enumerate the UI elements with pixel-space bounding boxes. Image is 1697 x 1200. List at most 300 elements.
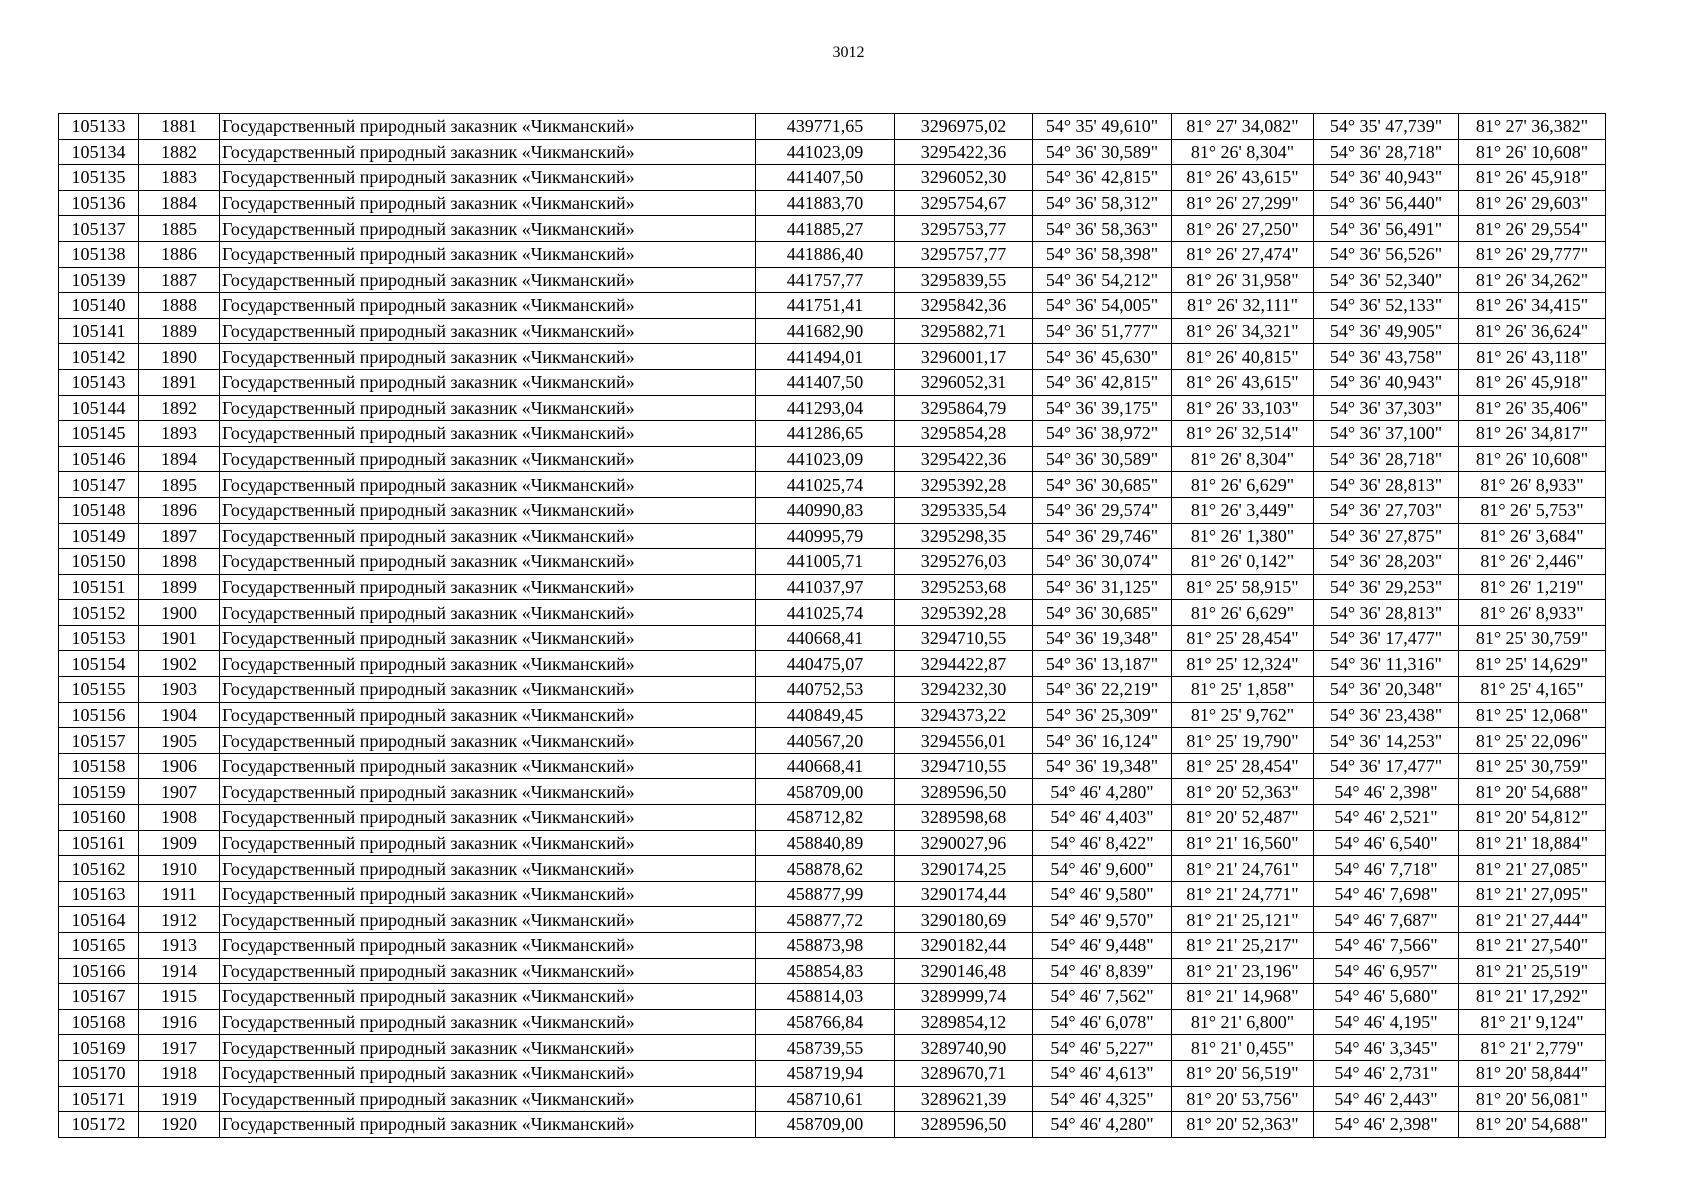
coord-y-cell: 3290180,69 [895, 907, 1033, 933]
point-number-cell: 1899 [139, 574, 220, 600]
coord-x-cell: 440990,83 [756, 497, 895, 523]
latitude-2-cell: 54° 36' 14,253" [1314, 728, 1459, 754]
latitude-1-cell: 54° 36' 16,124" [1033, 728, 1172, 754]
longitude-1-cell: 81° 25' 28,454" [1172, 753, 1314, 779]
longitude-1-cell: 81° 21' 23,196" [1172, 958, 1314, 984]
longitude-2-cell: 81° 26' 5,753" [1459, 497, 1606, 523]
longitude-2-cell: 81° 21' 27,085" [1459, 856, 1606, 882]
object-name-cell: Государственный природный заказник «Чикманский» [220, 856, 756, 882]
longitude-2-cell: 81° 21' 9,124" [1459, 1009, 1606, 1035]
latitude-1-cell: 54° 36' 30,685" [1033, 472, 1172, 498]
coord-y-cell: 3295298,35 [895, 523, 1033, 549]
point-number-cell: 1913 [139, 933, 220, 959]
coord-y-cell: 3289999,74 [895, 984, 1033, 1010]
table-row [59, 984, 1606, 1010]
latitude-1-cell: 54° 46' 4,325" [1033, 1086, 1172, 1112]
longitude-2-cell: 81° 25' 12,068" [1459, 702, 1606, 728]
longitude-1-cell: 81° 26' 3,449" [1172, 497, 1314, 523]
point-number-cell: 1909 [139, 830, 220, 856]
latitude-1-cell: 54° 35' 49,610" [1033, 114, 1172, 140]
record-id-cell: 105134 [59, 139, 139, 165]
latitude-1-cell: 54° 36' 54,212" [1033, 267, 1172, 293]
coord-x-cell: 458877,72 [756, 907, 895, 933]
point-number-cell: 1895 [139, 472, 220, 498]
latitude-1-cell: 54° 46' 8,422" [1033, 830, 1172, 856]
record-id-cell: 105160 [59, 805, 139, 831]
longitude-1-cell: 81° 21' 6,800" [1172, 1009, 1314, 1035]
record-id-cell: 105171 [59, 1086, 139, 1112]
table-row [59, 830, 1606, 856]
coord-x-cell: 441886,40 [756, 241, 895, 267]
table-row [59, 753, 1606, 779]
record-id-cell: 105169 [59, 1035, 139, 1061]
object-name-cell: Государственный природный заказник «Чикманский» [220, 523, 756, 549]
record-id-cell: 105165 [59, 933, 139, 959]
longitude-1-cell: 81° 21' 0,455" [1172, 1035, 1314, 1061]
table-row [59, 395, 1606, 421]
longitude-2-cell: 81° 26' 34,817" [1459, 421, 1606, 447]
coord-y-cell: 3295854,28 [895, 421, 1033, 447]
point-number-cell: 1906 [139, 753, 220, 779]
table-row [59, 600, 1606, 626]
longitude-1-cell: 81° 26' 27,299" [1172, 190, 1314, 216]
longitude-1-cell: 81° 21' 24,761" [1172, 856, 1314, 882]
longitude-1-cell: 81° 26' 43,615" [1172, 165, 1314, 191]
table-row [59, 958, 1606, 984]
point-number-cell: 1883 [139, 165, 220, 191]
table-row [59, 344, 1606, 370]
object-name-cell: Государственный природный заказник «Чикманский» [220, 651, 756, 677]
latitude-1-cell: 54° 36' 31,125" [1033, 574, 1172, 600]
latitude-1-cell: 54° 46' 6,078" [1033, 1009, 1172, 1035]
longitude-2-cell: 81° 21' 27,095" [1459, 881, 1606, 907]
coord-x-cell: 441025,74 [756, 600, 895, 626]
table-row [59, 293, 1606, 319]
latitude-1-cell: 54° 46' 9,448" [1033, 933, 1172, 959]
longitude-2-cell: 81° 26' 29,777" [1459, 241, 1606, 267]
longitude-1-cell: 81° 25' 28,454" [1172, 625, 1314, 651]
coord-x-cell: 458709,00 [756, 779, 895, 805]
coord-x-cell: 458840,89 [756, 830, 895, 856]
table-row [59, 856, 1606, 882]
coord-y-cell: 3295757,77 [895, 241, 1033, 267]
coord-x-cell: 458712,82 [756, 805, 895, 831]
object-name-cell: Государственный природный заказник «Чикманский» [220, 114, 756, 140]
coord-x-cell: 458719,94 [756, 1060, 895, 1086]
latitude-2-cell: 54° 35' 47,739" [1314, 114, 1459, 140]
coord-x-cell: 441023,09 [756, 446, 895, 472]
longitude-2-cell: 81° 20' 54,688" [1459, 779, 1606, 805]
coord-y-cell: 3295864,79 [895, 395, 1033, 421]
coord-y-cell: 3290146,48 [895, 958, 1033, 984]
table-row [59, 318, 1606, 344]
coordinates-table [58, 113, 1606, 1138]
object-name-cell: Государственный природный заказник «Чикманский» [220, 677, 756, 703]
longitude-2-cell: 81° 26' 45,918" [1459, 369, 1606, 395]
longitude-2-cell: 81° 25' 30,759" [1459, 625, 1606, 651]
coord-y-cell: 3295335,54 [895, 497, 1033, 523]
longitude-2-cell: 81° 21' 17,292" [1459, 984, 1606, 1010]
record-id-cell: 105143 [59, 369, 139, 395]
table-row [59, 267, 1606, 293]
coord-y-cell: 3294556,01 [895, 728, 1033, 754]
latitude-2-cell: 54° 46' 4,195" [1314, 1009, 1459, 1035]
point-number-cell: 1905 [139, 728, 220, 754]
point-number-cell: 1918 [139, 1060, 220, 1086]
point-number-cell: 1894 [139, 446, 220, 472]
latitude-2-cell: 54° 46' 2,398" [1314, 1112, 1459, 1138]
coord-y-cell: 3294422,87 [895, 651, 1033, 677]
record-id-cell: 105144 [59, 395, 139, 421]
coord-x-cell: 441023,09 [756, 139, 895, 165]
point-number-cell: 1920 [139, 1112, 220, 1138]
table-row [59, 369, 1606, 395]
record-id-cell: 105146 [59, 446, 139, 472]
table-row [59, 114, 1606, 140]
latitude-1-cell: 54° 36' 19,348" [1033, 753, 1172, 779]
point-number-cell: 1888 [139, 293, 220, 319]
table-row [59, 446, 1606, 472]
point-number-cell: 1916 [139, 1009, 220, 1035]
point-number-cell: 1891 [139, 369, 220, 395]
latitude-2-cell: 54° 36' 52,340" [1314, 267, 1459, 293]
table-row [59, 702, 1606, 728]
record-id-cell: 105154 [59, 651, 139, 677]
latitude-2-cell: 54° 36' 20,348" [1314, 677, 1459, 703]
coord-x-cell: 458878,62 [756, 856, 895, 882]
latitude-2-cell: 54° 46' 7,687" [1314, 907, 1459, 933]
latitude-1-cell: 54° 46' 9,580" [1033, 881, 1172, 907]
coord-x-cell: 458854,83 [756, 958, 895, 984]
table-row [59, 1035, 1606, 1061]
coord-x-cell: 458877,99 [756, 881, 895, 907]
point-number-cell: 1900 [139, 600, 220, 626]
object-name-cell: Государственный природный заказник «Чикманский» [220, 702, 756, 728]
table-row [59, 1112, 1606, 1138]
object-name-cell: Государственный природный заказник «Чикманский» [220, 1086, 756, 1112]
coord-y-cell: 3296001,17 [895, 344, 1033, 370]
latitude-2-cell: 54° 36' 40,943" [1314, 165, 1459, 191]
longitude-1-cell: 81° 21' 16,560" [1172, 830, 1314, 856]
record-id-cell: 105153 [59, 625, 139, 651]
latitude-1-cell: 54° 36' 22,219" [1033, 677, 1172, 703]
coord-y-cell: 3290027,96 [895, 830, 1033, 856]
latitude-1-cell: 54° 46' 4,613" [1033, 1060, 1172, 1086]
object-name-cell: Государственный природный заказник «Чикманский» [220, 421, 756, 447]
longitude-2-cell: 81° 21' 25,519" [1459, 958, 1606, 984]
latitude-2-cell: 54° 36' 43,758" [1314, 344, 1459, 370]
object-name-cell: Государственный природный заказник «Чикманский» [220, 907, 756, 933]
longitude-1-cell: 81° 26' 33,103" [1172, 395, 1314, 421]
record-id-cell: 105155 [59, 677, 139, 703]
latitude-1-cell: 54° 36' 51,777" [1033, 318, 1172, 344]
coord-y-cell: 3296052,31 [895, 369, 1033, 395]
coord-x-cell: 441286,65 [756, 421, 895, 447]
longitude-2-cell: 81° 26' 29,554" [1459, 216, 1606, 242]
coord-y-cell: 3295253,68 [895, 574, 1033, 600]
object-name-cell: Государственный природный заказник «Чикманский» [220, 625, 756, 651]
coord-x-cell: 458873,98 [756, 933, 895, 959]
latitude-1-cell: 54° 36' 29,746" [1033, 523, 1172, 549]
longitude-2-cell: 81° 26' 35,406" [1459, 395, 1606, 421]
coord-y-cell: 3290174,25 [895, 856, 1033, 882]
table-row [59, 779, 1606, 805]
latitude-1-cell: 54° 46' 4,403" [1033, 805, 1172, 831]
record-id-cell: 105166 [59, 958, 139, 984]
coord-x-cell: 441025,74 [756, 472, 895, 498]
longitude-2-cell: 81° 20' 54,688" [1459, 1112, 1606, 1138]
longitude-1-cell: 81° 20' 52,363" [1172, 1112, 1314, 1138]
latitude-1-cell: 54° 46' 4,280" [1033, 779, 1172, 805]
coord-x-cell: 458710,61 [756, 1086, 895, 1112]
coord-x-cell: 441883,70 [756, 190, 895, 216]
coord-y-cell: 3295882,71 [895, 318, 1033, 344]
object-name-cell: Государственный природный заказник «Чикманский» [220, 267, 756, 293]
table-row [59, 472, 1606, 498]
table-row [59, 549, 1606, 575]
latitude-2-cell: 54° 46' 6,957" [1314, 958, 1459, 984]
longitude-2-cell: 81° 20' 58,844" [1459, 1060, 1606, 1086]
point-number-cell: 1903 [139, 677, 220, 703]
latitude-2-cell: 54° 36' 29,253" [1314, 574, 1459, 600]
coord-y-cell: 3295754,67 [895, 190, 1033, 216]
coord-y-cell: 3289596,50 [895, 779, 1033, 805]
latitude-2-cell: 54° 36' 28,203" [1314, 549, 1459, 575]
longitude-2-cell: 81° 26' 45,918" [1459, 165, 1606, 191]
latitude-2-cell: 54° 36' 49,905" [1314, 318, 1459, 344]
longitude-2-cell: 81° 26' 1,219" [1459, 574, 1606, 600]
object-name-cell: Государственный природный заказник «Чикманский» [220, 549, 756, 575]
table-row [59, 805, 1606, 831]
point-number-cell: 1884 [139, 190, 220, 216]
point-number-cell: 1904 [139, 702, 220, 728]
object-name-cell: Государственный природный заказник «Чикманский» [220, 216, 756, 242]
longitude-1-cell: 81° 21' 25,121" [1172, 907, 1314, 933]
page-number: 3012 [832, 44, 865, 61]
longitude-2-cell: 81° 21' 27,540" [1459, 933, 1606, 959]
table-row [59, 1086, 1606, 1112]
longitude-1-cell: 81° 25' 1,858" [1172, 677, 1314, 703]
longitude-1-cell: 81° 26' 27,474" [1172, 241, 1314, 267]
coord-y-cell: 3289740,90 [895, 1035, 1033, 1061]
latitude-1-cell: 54° 36' 30,589" [1033, 446, 1172, 472]
object-name-cell: Государственный природный заказник «Чикманский» [220, 728, 756, 754]
latitude-1-cell: 54° 36' 58,312" [1033, 190, 1172, 216]
longitude-2-cell: 81° 26' 34,415" [1459, 293, 1606, 319]
longitude-1-cell: 81° 20' 53,756" [1172, 1086, 1314, 1112]
table-row [59, 1060, 1606, 1086]
record-id-cell: 105135 [59, 165, 139, 191]
coord-y-cell: 3294710,55 [895, 753, 1033, 779]
coord-x-cell: 440995,79 [756, 523, 895, 549]
longitude-1-cell: 81° 21' 24,771" [1172, 881, 1314, 907]
point-number-cell: 1885 [139, 216, 220, 242]
coord-y-cell: 3289621,39 [895, 1086, 1033, 1112]
longitude-1-cell: 81° 26' 27,250" [1172, 216, 1314, 242]
object-name-cell: Государственный природный заказник «Чикманский» [220, 958, 756, 984]
record-id-cell: 105149 [59, 523, 139, 549]
coord-y-cell: 3295422,36 [895, 446, 1033, 472]
object-name-cell: Государственный природный заказник «Чикманский» [220, 779, 756, 805]
coord-x-cell: 458709,00 [756, 1112, 895, 1138]
object-name-cell: Государственный природный заказник «Чикманский» [220, 139, 756, 165]
longitude-2-cell: 81° 20' 54,812" [1459, 805, 1606, 831]
coord-x-cell: 441751,41 [756, 293, 895, 319]
point-number-cell: 1917 [139, 1035, 220, 1061]
point-number-cell: 1911 [139, 881, 220, 907]
record-id-cell: 105133 [59, 114, 139, 140]
record-id-cell: 105148 [59, 497, 139, 523]
point-number-cell: 1892 [139, 395, 220, 421]
object-name-cell: Государственный природный заказник «Чикманский» [220, 472, 756, 498]
longitude-1-cell: 81° 25' 12,324" [1172, 651, 1314, 677]
longitude-2-cell: 81° 26' 8,933" [1459, 472, 1606, 498]
object-name-cell: Государственный природный заказник «Чикманский» [220, 1035, 756, 1061]
latitude-2-cell: 54° 46' 5,680" [1314, 984, 1459, 1010]
longitude-2-cell: 81° 25' 22,096" [1459, 728, 1606, 754]
point-number-cell: 1910 [139, 856, 220, 882]
object-name-cell: Государственный природный заказник «Чикманский» [220, 1060, 756, 1086]
record-id-cell: 105140 [59, 293, 139, 319]
object-name-cell: Государственный природный заказник «Чикманский» [220, 241, 756, 267]
longitude-2-cell: 81° 25' 30,759" [1459, 753, 1606, 779]
record-id-cell: 105141 [59, 318, 139, 344]
point-number-cell: 1898 [139, 549, 220, 575]
object-name-cell: Государственный природный заказник «Чикманский» [220, 830, 756, 856]
coord-x-cell: 440668,41 [756, 625, 895, 651]
longitude-2-cell: 81° 26' 43,118" [1459, 344, 1606, 370]
table-row [59, 881, 1606, 907]
longitude-1-cell: 81° 26' 6,629" [1172, 600, 1314, 626]
record-id-cell: 105167 [59, 984, 139, 1010]
longitude-2-cell: 81° 26' 8,933" [1459, 600, 1606, 626]
coord-y-cell: 3289670,71 [895, 1060, 1033, 1086]
latitude-1-cell: 54° 36' 38,972" [1033, 421, 1172, 447]
coord-x-cell: 441407,50 [756, 369, 895, 395]
point-number-cell: 1893 [139, 421, 220, 447]
coord-x-cell: 458814,03 [756, 984, 895, 1010]
point-number-cell: 1914 [139, 958, 220, 984]
object-name-cell: Государственный природный заказник «Чикманский» [220, 395, 756, 421]
record-id-cell: 105145 [59, 421, 139, 447]
point-number-cell: 1915 [139, 984, 220, 1010]
object-name-cell: Государственный природный заказник «Чикманский» [220, 165, 756, 191]
coord-y-cell: 3295392,28 [895, 472, 1033, 498]
record-id-cell: 105168 [59, 1009, 139, 1035]
coord-x-cell: 440567,20 [756, 728, 895, 754]
latitude-2-cell: 54° 36' 17,477" [1314, 625, 1459, 651]
longitude-1-cell: 81° 26' 43,615" [1172, 369, 1314, 395]
table-row [59, 421, 1606, 447]
latitude-2-cell: 54° 36' 27,703" [1314, 497, 1459, 523]
latitude-1-cell: 54° 46' 8,839" [1033, 958, 1172, 984]
point-number-cell: 1902 [139, 651, 220, 677]
record-id-cell: 105161 [59, 830, 139, 856]
latitude-2-cell: 54° 36' 17,477" [1314, 753, 1459, 779]
point-number-cell: 1912 [139, 907, 220, 933]
longitude-1-cell: 81° 26' 8,304" [1172, 139, 1314, 165]
latitude-2-cell: 54° 46' 2,443" [1314, 1086, 1459, 1112]
coord-y-cell: 3290182,44 [895, 933, 1033, 959]
longitude-1-cell: 81° 26' 34,321" [1172, 318, 1314, 344]
longitude-2-cell: 81° 25' 4,165" [1459, 677, 1606, 703]
latitude-2-cell: 54° 46' 3,345" [1314, 1035, 1459, 1061]
longitude-1-cell: 81° 26' 32,111" [1172, 293, 1314, 319]
coord-x-cell: 441005,71 [756, 549, 895, 575]
record-id-cell: 105164 [59, 907, 139, 933]
point-number-cell: 1897 [139, 523, 220, 549]
latitude-2-cell: 54° 46' 2,398" [1314, 779, 1459, 805]
latitude-1-cell: 54° 36' 58,363" [1033, 216, 1172, 242]
longitude-2-cell: 81° 21' 18,884" [1459, 830, 1606, 856]
longitude-2-cell: 81° 26' 10,608" [1459, 139, 1606, 165]
latitude-1-cell: 54° 36' 42,815" [1033, 165, 1172, 191]
longitude-1-cell: 81° 26' 40,815" [1172, 344, 1314, 370]
point-number-cell: 1901 [139, 625, 220, 651]
latitude-1-cell: 54° 36' 25,309" [1033, 702, 1172, 728]
longitude-2-cell: 81° 26' 29,603" [1459, 190, 1606, 216]
longitude-1-cell: 81° 25' 19,790" [1172, 728, 1314, 754]
coord-x-cell: 458739,55 [756, 1035, 895, 1061]
latitude-1-cell: 54° 36' 29,574" [1033, 497, 1172, 523]
table-row [59, 677, 1606, 703]
object-name-cell: Государственный природный заказник «Чикманский» [220, 753, 756, 779]
longitude-1-cell: 81° 26' 0,142" [1172, 549, 1314, 575]
coord-y-cell: 3294710,55 [895, 625, 1033, 651]
table-row [59, 216, 1606, 242]
latitude-2-cell: 54° 36' 11,316" [1314, 651, 1459, 677]
coord-x-cell: 440752,53 [756, 677, 895, 703]
table-row [59, 1009, 1606, 1035]
point-number-cell: 1881 [139, 114, 220, 140]
point-number-cell: 1890 [139, 344, 220, 370]
longitude-1-cell: 81° 20' 52,363" [1172, 779, 1314, 805]
point-number-cell: 1908 [139, 805, 220, 831]
coord-x-cell: 440849,45 [756, 702, 895, 728]
longitude-1-cell: 81° 25' 58,915" [1172, 574, 1314, 600]
object-name-cell: Государственный природный заказник «Чикманский» [220, 344, 756, 370]
coord-y-cell: 3289854,12 [895, 1009, 1033, 1035]
longitude-1-cell: 81° 26' 31,958" [1172, 267, 1314, 293]
latitude-1-cell: 54° 36' 30,074" [1033, 549, 1172, 575]
longitude-1-cell: 81° 27' 34,082" [1172, 114, 1314, 140]
object-name-cell: Государственный природный заказник «Чикманский» [220, 497, 756, 523]
record-id-cell: 105152 [59, 600, 139, 626]
record-id-cell: 105162 [59, 856, 139, 882]
object-name-cell: Государственный природный заказник «Чикманский» [220, 881, 756, 907]
record-id-cell: 105157 [59, 728, 139, 754]
object-name-cell: Государственный природный заказник «Чикманский» [220, 600, 756, 626]
record-id-cell: 105170 [59, 1060, 139, 1086]
longitude-2-cell: 81° 26' 2,446" [1459, 549, 1606, 575]
point-number-cell: 1919 [139, 1086, 220, 1112]
object-name-cell: Государственный природный заказник «Чикманский» [220, 369, 756, 395]
latitude-2-cell: 54° 46' 2,731" [1314, 1060, 1459, 1086]
longitude-1-cell: 81° 20' 52,487" [1172, 805, 1314, 831]
coord-x-cell: 441293,04 [756, 395, 895, 421]
record-id-cell: 105138 [59, 241, 139, 267]
object-name-cell: Государственный природный заказник «Чикманский» [220, 984, 756, 1010]
object-name-cell: Государственный природный заказник «Чикманский» [220, 1009, 756, 1035]
latitude-2-cell: 54° 46' 6,540" [1314, 830, 1459, 856]
table-row [59, 907, 1606, 933]
latitude-1-cell: 54° 36' 58,398" [1033, 241, 1172, 267]
latitude-2-cell: 54° 46' 7,718" [1314, 856, 1459, 882]
point-number-cell: 1886 [139, 241, 220, 267]
longitude-1-cell: 81° 21' 25,217" [1172, 933, 1314, 959]
coord-y-cell: 3295842,36 [895, 293, 1033, 319]
latitude-1-cell: 54° 46' 4,280" [1033, 1112, 1172, 1138]
